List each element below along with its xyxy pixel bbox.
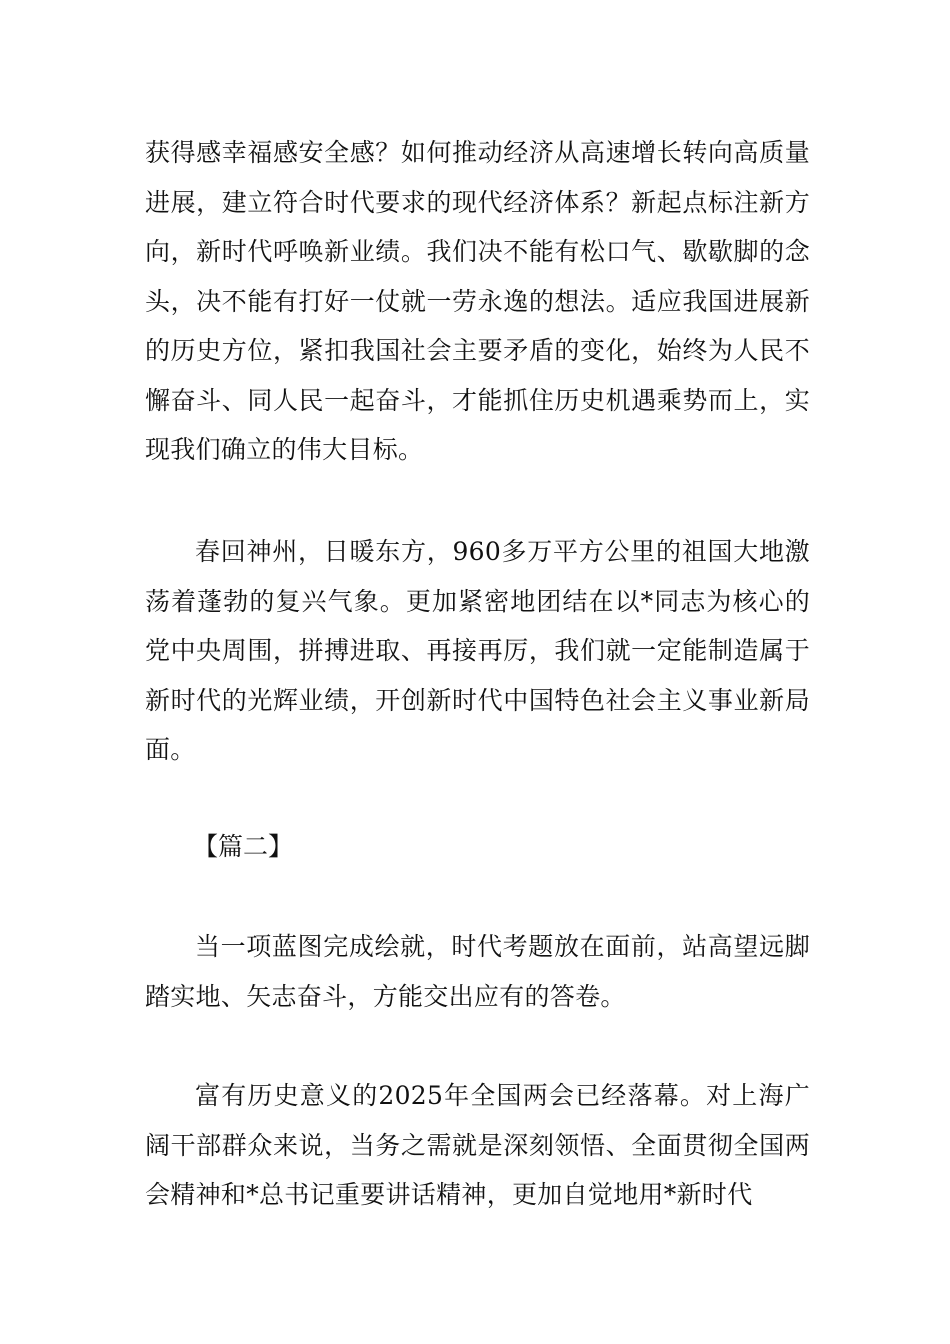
paragraph-two-sessions: 富有历史意义的2025年全国两会已经落幕。对上海广阔干部群众来说，当务之需就是深刻领悟、全面贯彻全国两会精神和*总书记重要讲话精神，更加自觉地用*新时代 xyxy=(145,1081,810,1209)
paragraph-spring: 春回神州，日暖东方，960多万平方公里的祖国大地激荡着蓬勃的复兴气象。更加紧密地团结在以*同志为核心的党中央周围，拼搏进取、再接再厉，我们就一定能制造属于新时代的光辉业绩，开创新时代中国特色社会主义事业新局面。 xyxy=(145,537,810,764)
section-heading: 【篇二】 xyxy=(193,832,294,861)
paragraph-continuation: 获得感幸福感安全感？如何推动经济从高速增长转向高质量进展，建立符合时代要求的现代经济体系？新起点标注新方向，新时代呼唤新业绩。我们决不能有松口气、歇歇脚的念头，决不能有打好一仗就一劳永逸的想法。适应我国进展新的历史方位，紧扣我国社会主要矛盾的变化，始终为人民不懈奋斗、同人民一起奋斗，才能抓住历史机遇乘势而上，实现我们确立的伟大目标。 xyxy=(145,138,810,464)
paragraph-blueprint: 当一项蓝图完成绘就，时代考题放在面前，站高望远脚踏实地、矢志奋斗，方能交出应有的答卷。 xyxy=(145,932,810,1011)
